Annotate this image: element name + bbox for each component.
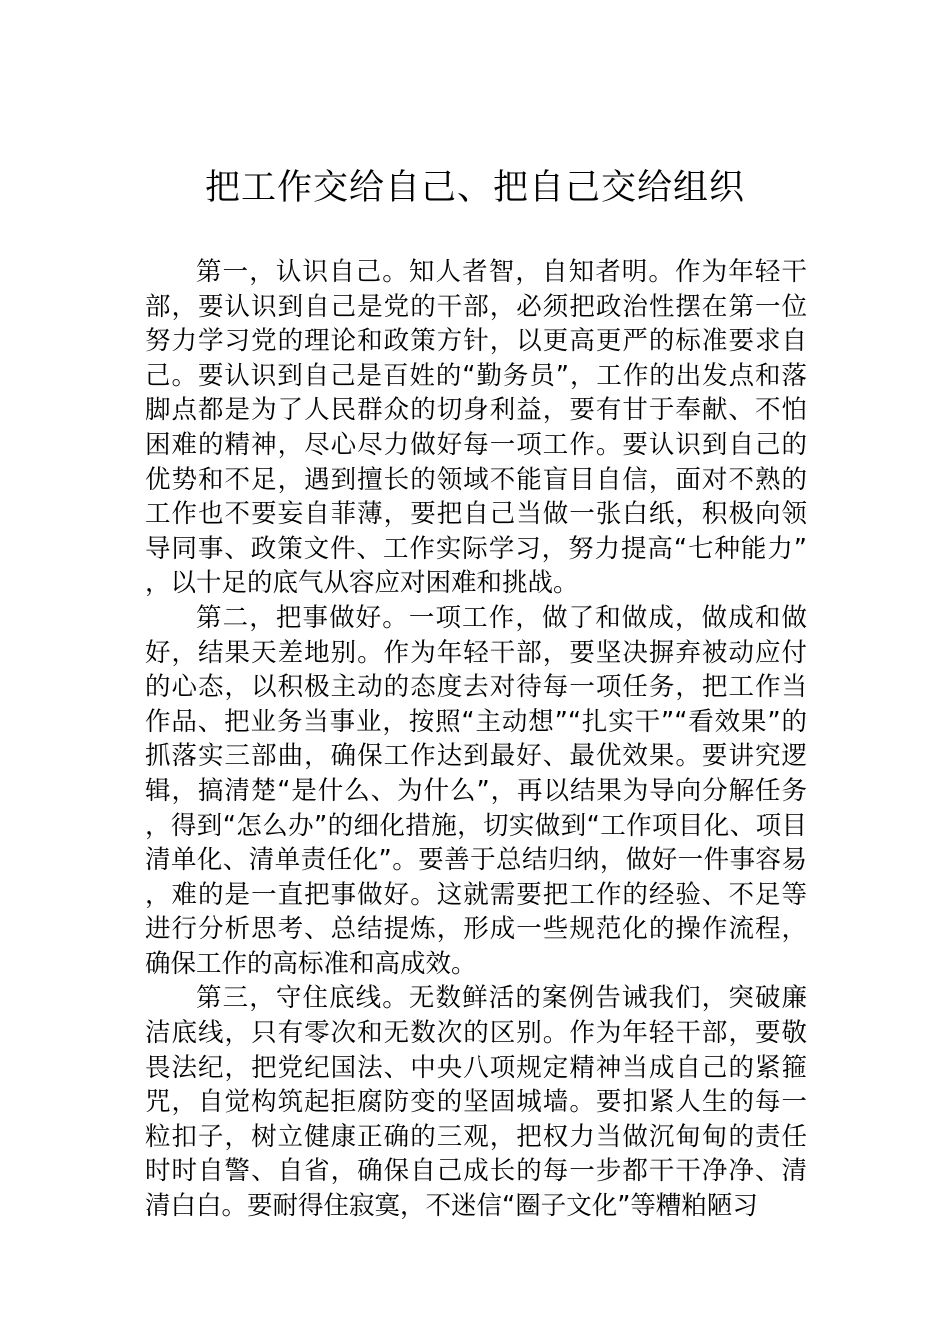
document-title: 把工作交给自己、把自己交给组织 — [204, 168, 745, 208]
paragraph-1: 第一，认识自己。知人者智，自知者明。作为年轻干部，要认识到自己是党的干部，必须把政治性摆在第一位努力学习党的理论和政策方针，以更高更严的标准要求自己。要认识到自己是百姓的“勤务员”，工作的出发点和落脚点都是为了人民群众的切身利益，要有甘于奉献、不怕困难的精神，尽心尽力做好每一项工作。要认识到自己的优势和不足，遇到擅长的领域不能盲目自信，面对不熟的工作也不要妄自菲薄，要把自己当做一张白纸，积极向领导同事、政策文件、工作实际学习，努力提高“七种能力”，以十足的底气从容应对困难和挑战。 — [145, 257, 807, 599]
document-body — [145, 255, 807, 1224]
paragraph-2: 第二，把事做好。一项工作，做了和做成，做成和做好，结果天差地别。作为年轻干部，要坚决摒弃被动应付的心态，以积极主动的态度去对待每一项任务，把工作当作品、把业务当事业，按照“主动想”“扎实干”“看效果”的抓落实三部曲，确保工作达到最好、最优效果。要讲究逻辑，搞清楚“是什么、为什么”，再以结果为导向分解任务，得到“怎么办”的细化措施，切实做到“工作项目化、项目清单化、清单责任化”。要善于总结归纳，做好一件事容易，难的是一直把事做好。这就需要把工作的经验、不足等进行分析思考、总结提炼，形成一些规范化的操作流程，确保工作的高标准和高成效。 — [145, 602, 807, 979]
paragraph-3: 第三，守住底线。无数鲜活的案例告诫我们，突破廉洁底线，只有零次和无数次的区别。作为年轻干部，要敬畏法纪，把党纪国法、中央八项规定精神当成自己的紧箍咒，自觉构筑起拒腐防变的坚固城墙。要扣紧人生的每一粒扣子，树立健康正确的三观，把权力当做沉甸甸的责任时时自警、自省，确保自己成长的每一步都干干净净、清清白白。要耐得住寂寞，不迷信“圈子文化”等糟粕陋习 — [145, 983, 807, 1222]
